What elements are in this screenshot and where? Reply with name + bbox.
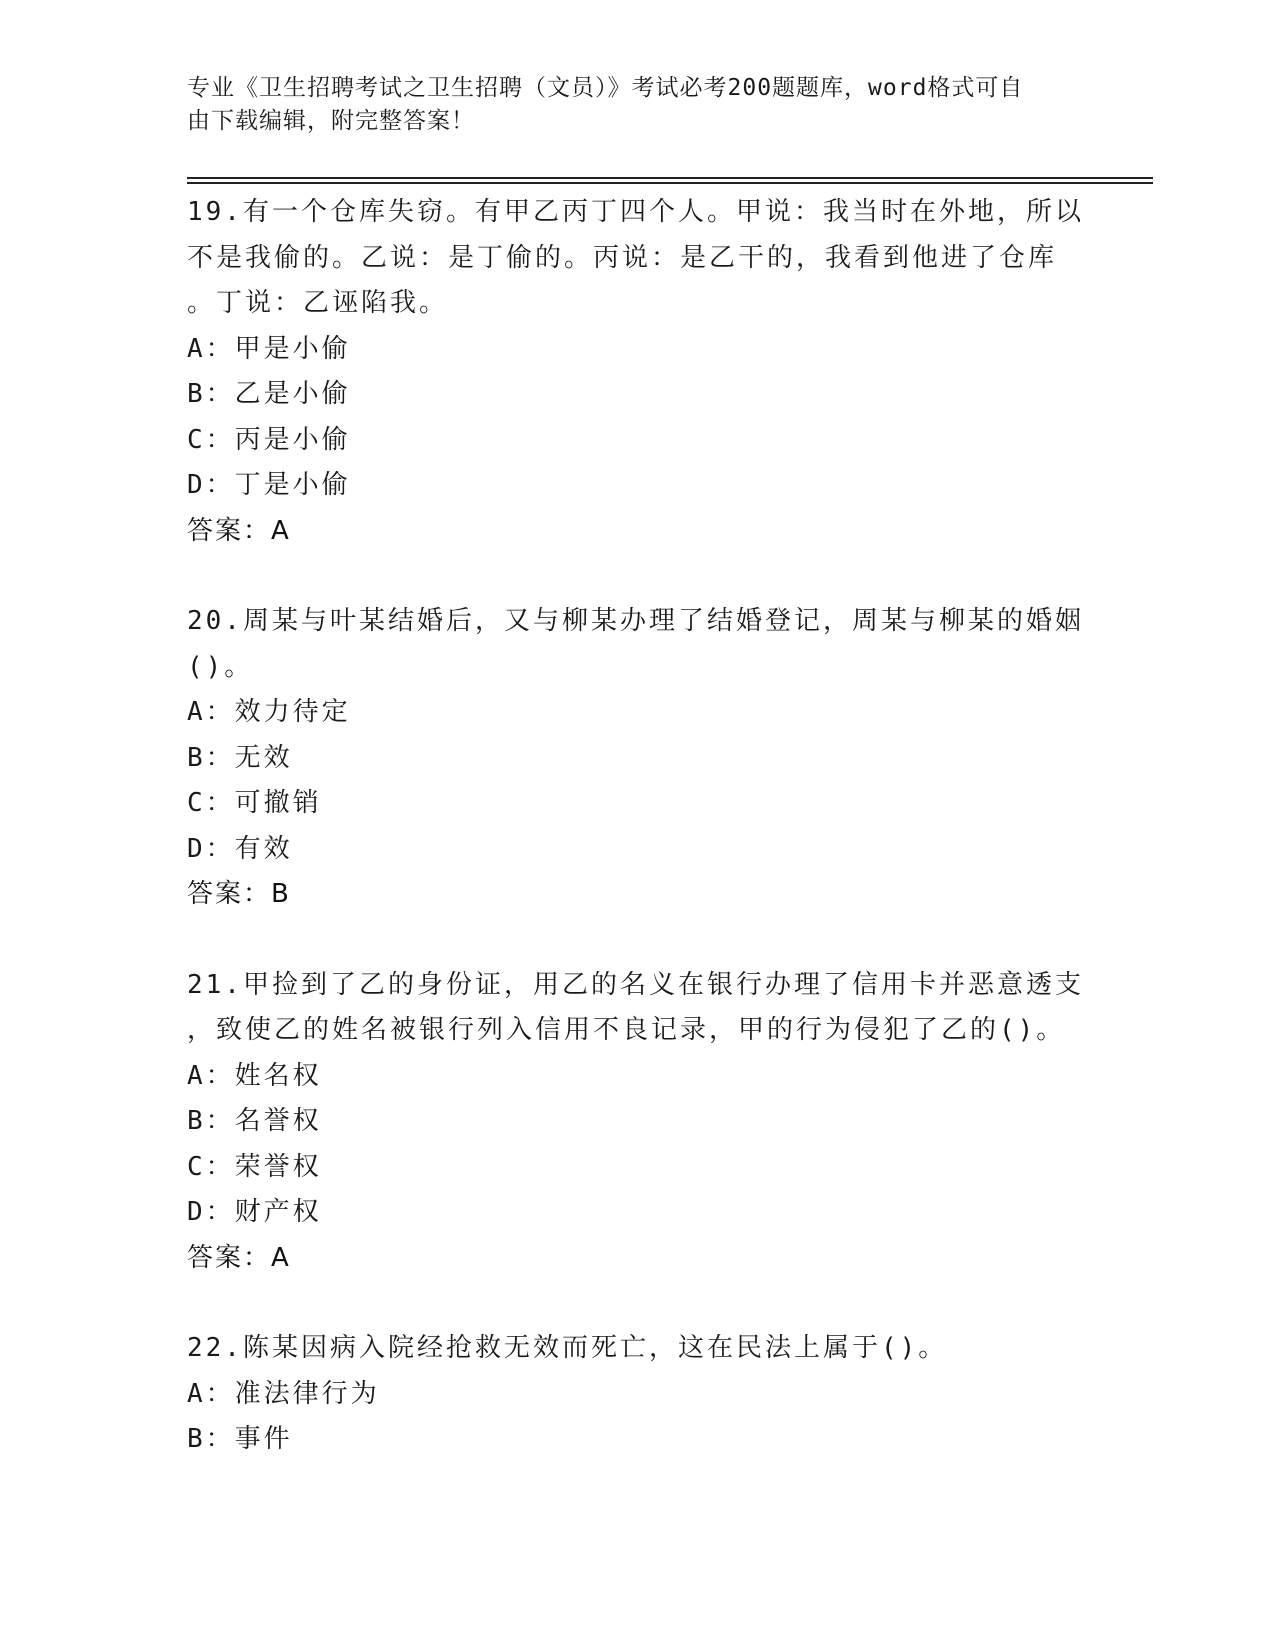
header-divider-bottom [187, 182, 1153, 184]
question-stem-line: ，致使乙的姓名被银行列入信用不良记录，甲的行为侵犯了乙的()。 [187, 1015, 1066, 1045]
option-d: D：有效 [187, 833, 293, 864]
option-d: D：财产权 [187, 1197, 322, 1227]
document-header [187, 72, 1067, 138]
question-stem-line: 22.陈某因病入院经抢救无效而死亡，这在民法上属于()。 [187, 1333, 948, 1363]
question-22 [187, 1326, 1087, 1463]
option-b: B：乙是小偷 [187, 379, 351, 409]
answer-label: 答案：A [187, 1242, 291, 1273]
question-21 [187, 963, 1087, 1282]
header-line-2: 由下载编辑，附完整答案！ [187, 108, 475, 134]
question-stem-line: ()。 [187, 651, 254, 682]
option-a: A：甲是小偷 [187, 333, 351, 364]
option-a: A：效力待定 [187, 697, 351, 727]
header-divider-top [187, 177, 1153, 179]
answer-label: 答案：A [187, 515, 291, 546]
option-c: C：荣誉权 [187, 1151, 322, 1182]
question-stem-line: 19.有一个仓库失窃。有甲乙丙丁四个人。甲说：我当时在外地，所以 [187, 197, 1084, 227]
question-stem-line: 。丁说：乙诬陷我。 [187, 288, 449, 318]
option-d: D：丁是小偷 [187, 470, 351, 500]
question-stem-line: 不是我偷的。乙说：是丁偷的。丙说：是乙干的，我看到他进了仓库 [187, 242, 1058, 273]
question-stem-line: 21.甲捡到了乙的身份证，用乙的名义在银行办理了信用卡并恶意透支 [187, 969, 1084, 1000]
option-b: B：名誉权 [187, 1106, 322, 1136]
option-c: C：丙是小偷 [187, 424, 351, 455]
question-19 [187, 190, 1087, 554]
option-b: B：事件 [187, 1424, 293, 1454]
option-b: B：无效 [187, 742, 293, 773]
question-stem-line: 20.周某与叶某结婚后，又与柳某办理了结婚登记，周某与柳某的婚姻 [187, 606, 1084, 636]
option-c: C：可撤销 [187, 788, 322, 818]
option-a: A：准法律行为 [187, 1378, 380, 1409]
option-a: A：姓名权 [187, 1060, 322, 1091]
question-list [187, 190, 1087, 1463]
question-20 [187, 599, 1087, 918]
header-line-1: 专业《卫生招聘考试之卫生招聘（文员）》考试必考200题题库，word格式可自 [187, 75, 1024, 101]
answer-label: 答案：B [187, 879, 291, 909]
